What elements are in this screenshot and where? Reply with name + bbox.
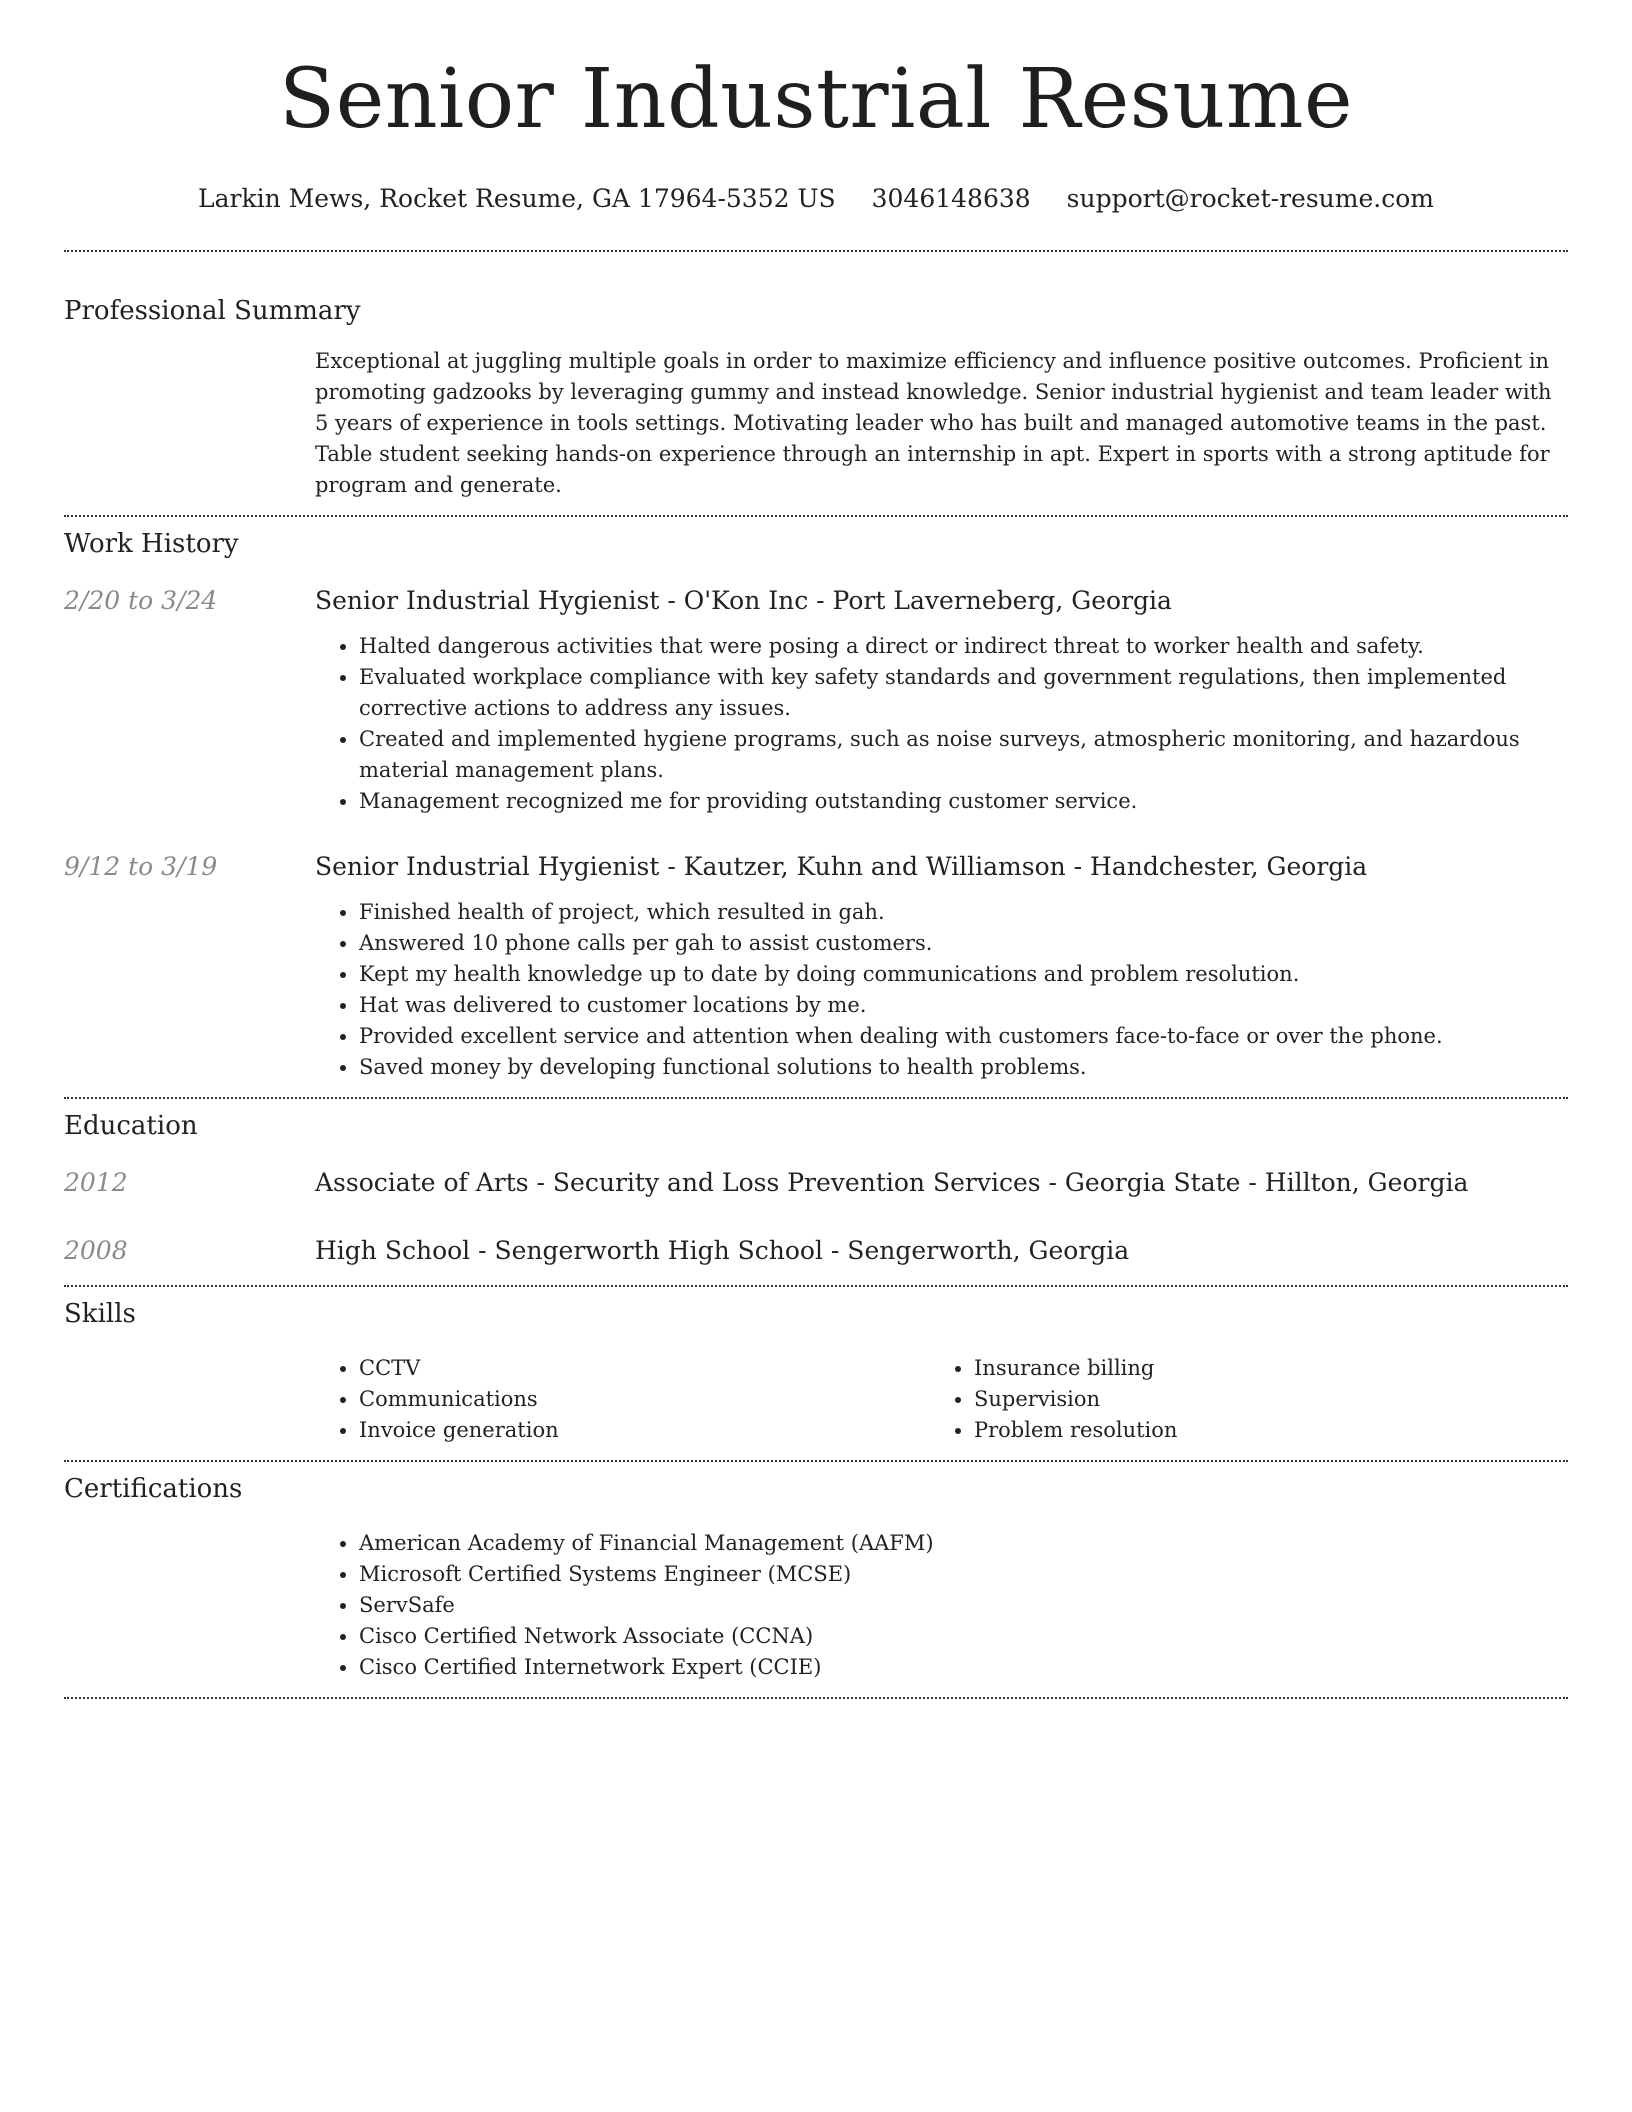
summary-heading: Professional Summary	[64, 296, 361, 326]
list-item: • Invoice generation	[359, 1415, 930, 1446]
job-bullets	[315, 897, 1568, 1083]
list-item: • Cisco Certified Network Associate (CCNA)	[359, 1621, 1568, 1652]
job-entry	[64, 851, 1568, 1083]
job-details: - O'Kon Inc - Port Laverneberg, Georgia	[659, 586, 1172, 615]
list-item: • Hat was delivered to customer locations by me.	[359, 990, 1568, 1021]
list-item: • American Academy of Financial Management (AAFM)	[359, 1528, 1568, 1559]
education-heading-line	[315, 1167, 1568, 1199]
resume-header	[64, 0, 1568, 214]
education-section	[64, 1099, 1568, 1267]
list-item: • Kept my health knowledge up to date by doing communications and problem resolution.	[359, 959, 1568, 990]
job-dates: 2/20 to 3/24	[64, 586, 218, 615]
list-item: • Cisco Certified Internetwork Expert (CCIE)	[359, 1652, 1568, 1683]
skills-section	[64, 1287, 1568, 1446]
list-item: • Created and implemented hygiene programs, such as noise surveys, atmospheric monitoring, and hazardous material management plans.	[359, 724, 1568, 786]
job-heading	[315, 851, 1568, 883]
education-year: 2012	[64, 1168, 128, 1197]
list-item: • Evaluated workplace compliance with key safety standards and government regulations, then implemented corrective actions to address any issues.	[359, 662, 1568, 724]
education-heading-line	[315, 1235, 1568, 1267]
certifications-list	[315, 1528, 1568, 1683]
education-details: - Security and Loss Prevention Services - Georgia State - Hillton, Georgia	[528, 1168, 1469, 1197]
education-details: - Sengerworth High School - Sengerworth, Georgia	[470, 1236, 1130, 1265]
education-year: 2008	[64, 1236, 128, 1265]
job-heading	[315, 585, 1568, 617]
skills-column-2	[930, 1353, 1177, 1446]
list-item: • Problem resolution	[974, 1415, 1177, 1446]
summary-text: Exceptional at juggling multiple goals in order to maximize efficiency and influence positive outcomes. Proficient in promoting gadzooks by leveraging gummy and instead knowledge. Senior industrial hygienist and team leader with 5 years of experience in tools settings. Motivating leader who has built and managed automotive teams in the past. Table student seeking hands-on experience through an internship in apt. Expert in sports with a strong aptitude for program and generate.	[315, 349, 1552, 497]
job-entry	[64, 585, 1568, 817]
work-history-heading: Work History	[64, 529, 239, 559]
education-heading: Education	[64, 1111, 198, 1141]
education-degree: Associate of Arts	[315, 1168, 529, 1197]
list-item: • Communications	[359, 1384, 930, 1415]
job-position: Senior Industrial Hygienist	[315, 586, 660, 615]
job-position: Senior Industrial Hygienist	[315, 852, 660, 881]
list-item: • Provided excellent service and attention when dealing with customers face-to-face or over the phone.	[359, 1021, 1568, 1052]
contact-address: Larkin Mews, Rocket Resume, GA 17964-5352 US	[198, 184, 836, 213]
skills-heading: Skills	[64, 1299, 136, 1329]
list-item: • Saved money by developing functional solutions to health problems.	[359, 1052, 1568, 1083]
list-item: • Supervision	[974, 1384, 1177, 1415]
certifications-section	[64, 1462, 1568, 1683]
job-dates: 9/12 to 3/19	[64, 852, 218, 881]
list-item: • Answered 10 phone calls per gah to assist customers.	[359, 928, 1568, 959]
education-entry	[64, 1235, 1568, 1267]
work-history-section	[64, 517, 1568, 1083]
summary-section	[64, 252, 1568, 501]
skills-grid	[315, 1353, 1568, 1446]
skills-column-1	[315, 1353, 930, 1446]
list-item: • Microsoft Certified Systems Engineer (MCSE)	[359, 1559, 1568, 1590]
list-item: • ServSafe	[359, 1590, 1568, 1621]
contact-email: support@rocket-resume.com	[1066, 184, 1434, 213]
job-details: - Kautzer, Kuhn and Williamson - Handchester, Georgia	[659, 852, 1368, 881]
list-item: • Management recognized me for providing outstanding customer service.	[359, 786, 1568, 817]
list-item: • Halted dangerous activities that were posing a direct or indirect threat to worker health and safety.	[359, 631, 1568, 662]
job-bullets	[315, 631, 1568, 817]
education-entry	[64, 1167, 1568, 1199]
education-degree: High School	[315, 1236, 471, 1265]
contact-info	[64, 184, 1568, 214]
list-item: • CCTV	[359, 1353, 930, 1384]
section-divider	[64, 1697, 1568, 1699]
list-item: • Insurance billing	[974, 1353, 1177, 1384]
certifications-heading: Certifications	[64, 1474, 243, 1504]
resume-title: Senior Industrial Resume	[279, 52, 1353, 147]
list-item: • Finished health of project, which resulted in gah.	[359, 897, 1568, 928]
contact-phone: 3046148638	[871, 184, 1031, 213]
